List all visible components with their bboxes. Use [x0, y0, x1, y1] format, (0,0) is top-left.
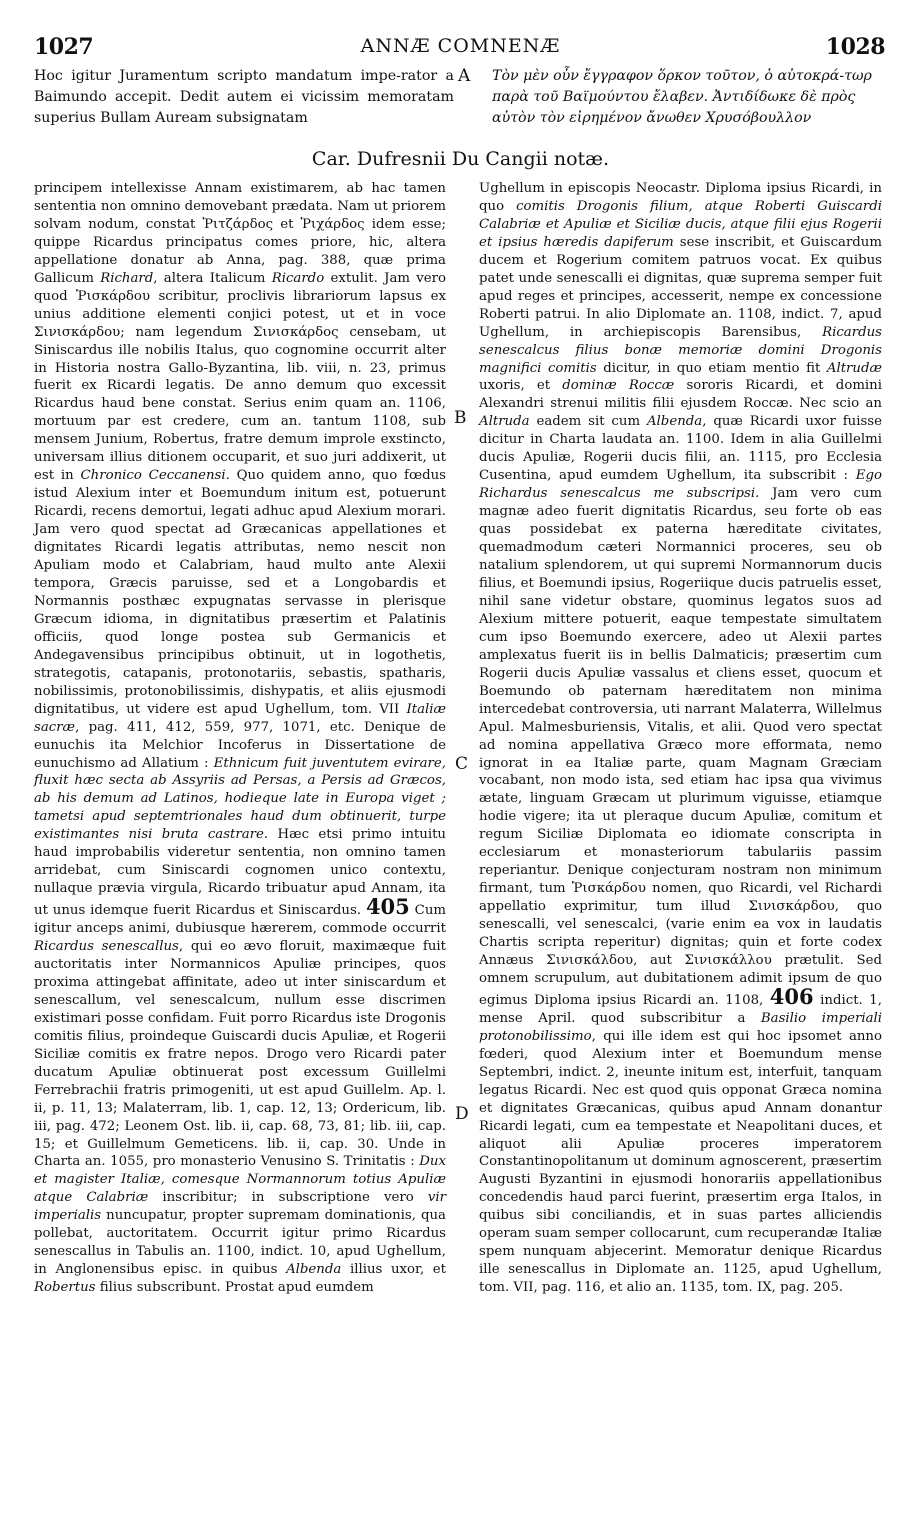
margin-marker-a: A: [458, 66, 471, 86]
text-span: illius uxor, et: [349, 1262, 447, 1278]
text-span: nuncupatur, propter supremam dominationis, qua pollebat, auctoritatem. Occurrit igitur primo Ricardus senescallus in Tabulis an. 1100, indict. 10, apud Ughellum, in Anglonensibus episc. in quibus: [34, 1208, 446, 1278]
text-span: Ughellum in episcopis Neocastr. Diploma ipsius Ricardi, in quo: [479, 181, 882, 214]
italic-quotation: Ricardus senescalcus filius bonæ memoriæ domini Drogonis magnifici comitis: [479, 324, 882, 376]
italic-term: Richard: [100, 270, 154, 286]
text-span: principem intellexisse Annam existimarem, ab hac tamen sententia non omnino demovebant prædata. Nam ut priorem solvam nodum, constat Ῥιτζάρδος et Ῥιχάρδος idem esse; quippe Ricardus principatus comes priore, hic, altera appellatione donatur ab Anna, pag. 388, quæ prima Gallicum: [34, 181, 446, 286]
italic-term: vir imperialis: [34, 1190, 446, 1224]
notes-heading: Car. Dufresnii Du Cangii notæ.: [311, 148, 610, 170]
text-span: sororis Ricardi, et domini Alexandri strenui militis filii ejusdem Roccæ. Nec scio an: [479, 378, 883, 412]
italic-term: Ricardus senescallus: [34, 939, 179, 955]
text-span: , qui eo ævo floruit, maximæque fuit auctoritatis inter Normannicos Apuliæ principes, quos proxima attingebat affinitate, adeo ut inter siniscardum et senescallum, vel senescalcum, nullum esse discrimen existimari posse confidam. Fuit porro Ricardus iste Drogonis comitis filius, proindeque Guiscardi ducis Apuliæ, et Rogerii Siciliæ comitis ex fratre nepos. Drogo vero Ricardi pater ducatum Apuliæ obtinuerat post excessum Guillelmi Ferrebrachii fratris primogeniti, ut est apud Guillelm. Ap. l. ii, p. 11, 13; Malaterram, lib. 1, cap. 12, 13; Ordericum, lib. iii, pag. 472; Leonem Ost. lib. ii, cap. 68, 73, 81; lib. iii, cap. 15; et Guillelmum Gemeticens. lib. ii, cap. 30. Unde in Charta an. 1055, pro monasterio Venusino S. Trinitatis :: [34, 939, 447, 1170]
text-span: . Quo quidem anno, quo fœdus istud Alexium inter et Boemundum initum est, potuerunt Ricardi, recens demortui, legati adhuc apud Alexium morari. Jam vero quod spectat ad Græcanicas appellationes et dignitates Ricardi legatis attributas, nemo nescit non Apuliam modo et Calabriam, haud multo ante Alexii tempora, Græcis paruisse, sed et a Longobardis et Normannis posthæc expugnatas servasse in plerisque Græcum idioma, in dignitatibus præsertim et Palatinis officiis, quod longe postea sub Germanicis et Andegavensibus principibus obtinuit, ut in logothetis, strategotis, catapanis, protonotariis, sebastis, spatharis, nobilissimis, protonobilissimis, dishypatis, et aliis ejusmodi dignitatibus, ut videre est apud Ughellum, tom. VII: [34, 468, 446, 717]
italic-quotation: comitis Drogonis filium, atque Roberti Guiscardi Calabriæ et Apuliæ et Siciliæ ducis, atque filii ejus Rogerii et ipsius hæredis dapiferum: [479, 198, 882, 250]
notes-left-column: [34, 180, 446, 1297]
text-span: Jam vero cum magnæ adeo fuerit dignitatis Ricardus, seu forte ob eas quas possidebat ex paterna hæreditate civitates, quemadmodum cæteri Normannici proceres, seu ob natalium splendorem, ut qui supremi Normannorum ducis filius, et Boemundi ipsius, Rogeriique ducis patruelis esset, nihil sane videtur obstare, quominus legatos suos ad Alexium mittere potuerit, eaque tempestate simultatem cum ipso Boemundo exercere, adeo ut Alexii partes amplexatus fuerit iis in bellis Dalmaticis; præsertim cum Rogerii ducis Apuliæ vassalus et cliens esset, quocum et Boemundo ob paternam hæreditatem non minima intercedebat controversia, uti narrant Malaterra, Willelmus Apul. Malmesburiensis, Vitalis, et alii. Quod vero spectat ad nomina appellativa Græco more efformata, nemo ignorat in ea Italiæ parte, quam Magnam Græciam vocabant, non modo ista, sed etiam hac ipsa qua vivimus ætate, linguam Græcam ut plurimum viguisse, etiamque hodie vigere; ita ut pleraque ducum Apuliæ, comitum et regum Siciliæ Diplomata eo idiomate conscripta in ecclesiarum et monasteriorum tabulariis passim reperiantur. Denique conjecturam nostram non minimum firmant, tum Ῥισκάρδου nomen, quo Ricardi, vel Richardi appellatio exprimitur, tum illud Σινισκάρδου, quo senescalli, vel senescalci, (varie enim ea vox in laudatis Chartis scripta reperitur) dignitas; quin et forte codex Annæus Σινισκάλδου, aut Σινισκάλλου prætulit. Sed omnem scrupulum, aut dubitationem adimit ipsum de quo egimus Diploma ipsius Ricardi an. 1108,: [479, 486, 883, 1008]
greek-text: Τὸν μὲν οὖν ἔγγραφον ὅρκον τοῦτον, ὁ αὐτοκρά-τωρ παρὰ τοῦ Βαϊμούντου ἔλαβεν. Ἀντιδίδωκε δὲ πρὸς αὐτὸν τὸν εἰρημένον ἄνωθεν Χρυσόβουλλον: [492, 68, 872, 126]
italic-citation: Italiæ sacræ: [34, 701, 446, 735]
text-span: , qui ille idem est qui hoc ipsomet anno fœderi, quod Alexium inter et Boemundum mense Septembri, indict. 2, ineunte initum est, interfuit, tanquam legatus Ricardi. Nec est quod quis opponat Græca nomina et dignitates Græcanicas, quibus apud Annam donantur Ricardi legati, cum ea tempestate et Neapolitani duces, et aliquot alii Apuliæ proceres imperatorem Constantinopolitanum ut dominum agnoscerent, præsertim Augusti Byzantini in ejusmodi honorariis appellationibus concedendis haud parci fuerint, præsertim erga Italos, in quibus sibi conciliandis, et in suas partes alliciendis operam suam semper collocarunt, cum recuperandæ Italiæ spem nunquam abjecerint. Memoratur denique Ricardus ille senescallus in Diplomate an. 1125, apud Ughellum, tom. VII, pag. 116, et alio an. 1135, tom. IX, pag. 205.: [479, 1028, 882, 1296]
text-span: , altera Italicum: [153, 270, 266, 286]
margin-number-405: 405: [365, 894, 410, 920]
notes-right-column: [479, 180, 882, 1297]
margin-marker-d: D: [455, 1104, 469, 1124]
latin-text: Hoc igitur Juramentum scripto mandatum impe-rator a Baimundo accepit. Dedit autem ei vicissim memoratam superius Bullam Auream subsignatam: [34, 68, 454, 126]
italic-term: Altrudæ: [826, 360, 882, 376]
italic-quotation: Dux et magister Italiæ, comesque Normannorum totius Apuliæ atque Calabriæ: [34, 1154, 446, 1206]
text-span: uxoris, et: [479, 378, 551, 394]
italic-term: Basilio imperiali protonobilissimo: [479, 1010, 883, 1044]
text-span: sese inscribit, et Guiscardum ducem et Rogerium comitem patruos vocat. Ex quibus patet unde senescalli ei dignitas, quæ suprema semper fuit apud reges et principes, accesserit, nempe ex concessione Roberti patrui. In alio Diplomate an. 1108, indict. 7, apud Ughellum, in archiepiscopis Barensibus,: [479, 234, 882, 340]
page-header: [30, 34, 891, 62]
main-text: [30, 66, 891, 146]
text-span: Cum igitur anceps animi, dubiusque hærerem, commode occurrit: [34, 903, 447, 937]
margin-marker-b: B: [454, 408, 467, 428]
margin-marker-c: C: [455, 754, 469, 774]
italic-quotation: Ethnicum fuit juventutem evirare, fluxit hæc secta ab Assyriis ad Persas, a Persis ad Græcos, ab his demum ad Latinos, hodieque late in Europa viget ; tametsi apud septemtrionales haud dum obtinuerit, turpe existimantes nisi bruta castrare.: [34, 755, 447, 843]
italic-term: dominæ Roccæ: [562, 378, 675, 394]
notes-left-paragraph: [34, 180, 446, 1297]
italic-term: Ricardo: [271, 270, 325, 286]
text-span: , pag. 411, 412, 559, 977, 1071, etc. Denique de eunuchis ita Melchior Incoferus in Dissertatione de eunuchismo ad Allatium :: [34, 719, 446, 771]
text-span: indict. 1, mense April. quod subscribitur a: [479, 992, 882, 1026]
page-number-left: 1027: [34, 34, 94, 60]
notes-right-paragraph: [479, 180, 882, 1297]
text-span: inscribitur; in subscriptione vero: [162, 1190, 414, 1206]
text-span: Hæc etsi primo intuitu haud improbabilis videretur sententia, non omnino tamen arridebat, cum Siniscardi cognomen unico contextu, nullaque prævia virgula, Ricardo tribuatur apud Annam, ita ut unus idemque fuerit Ricardus et Siniscardus.: [34, 827, 446, 919]
text-span: dicitur, in quo etiam mentio fit: [603, 360, 821, 376]
italic-quotation: Ego Richardus senescalcus me subscripsi.: [479, 468, 882, 502]
italic-term: Albenda: [286, 1262, 342, 1278]
italic-citation: Chronico Ceccanensi: [80, 468, 226, 484]
page-number-right: 1028: [825, 34, 885, 60]
margin-number-406: 406: [769, 983, 814, 1009]
text-span: eadem sit cum: [536, 414, 641, 430]
italic-term: Albenda: [646, 414, 703, 430]
italic-term: Altruda: [479, 414, 530, 430]
running-title: ANNÆ COMNENÆ: [360, 35, 561, 57]
italic-term: Robertus: [34, 1280, 96, 1296]
text-span: extulit. Jam vero quod Ῥισκάρδου scribitur, proclivis librariorum lapsus ex unius additione elementi conjici potest, ut et in voce Σινισκάρδου; nam legendum Σινισκάρδος censebam, ut Siniscardus ille nobilis Italus, quo cognomine occurrit alter in Historia nostra Gallo-Byzantina, lib. viii, n. 23, primus fuerit ex Ricardi legatis. De anno demum quo excessit Ricardus haud bene constat. Serius enim quam an. 1106, mortuum par est credere, cum an. tantum 1108, sub mensem Junium, Robertus, fratre demum improle exstincto, universam illius ditionem occuparit, et suo juri addixerit, ut est in: [34, 270, 446, 484]
text-span: , quæ Ricardi uxor fuisse dicitur in Charta laudata an. 1100. Idem in alia Guillelmi ducis Apuliæ, Rogerii ducis filii, an. 1115, pro Ecclesia Cusentina, apud eumdem Ughellum, ita subscribit :: [479, 414, 882, 484]
text-span: filius subscribunt. Prostat apud eumdem: [99, 1280, 374, 1296]
